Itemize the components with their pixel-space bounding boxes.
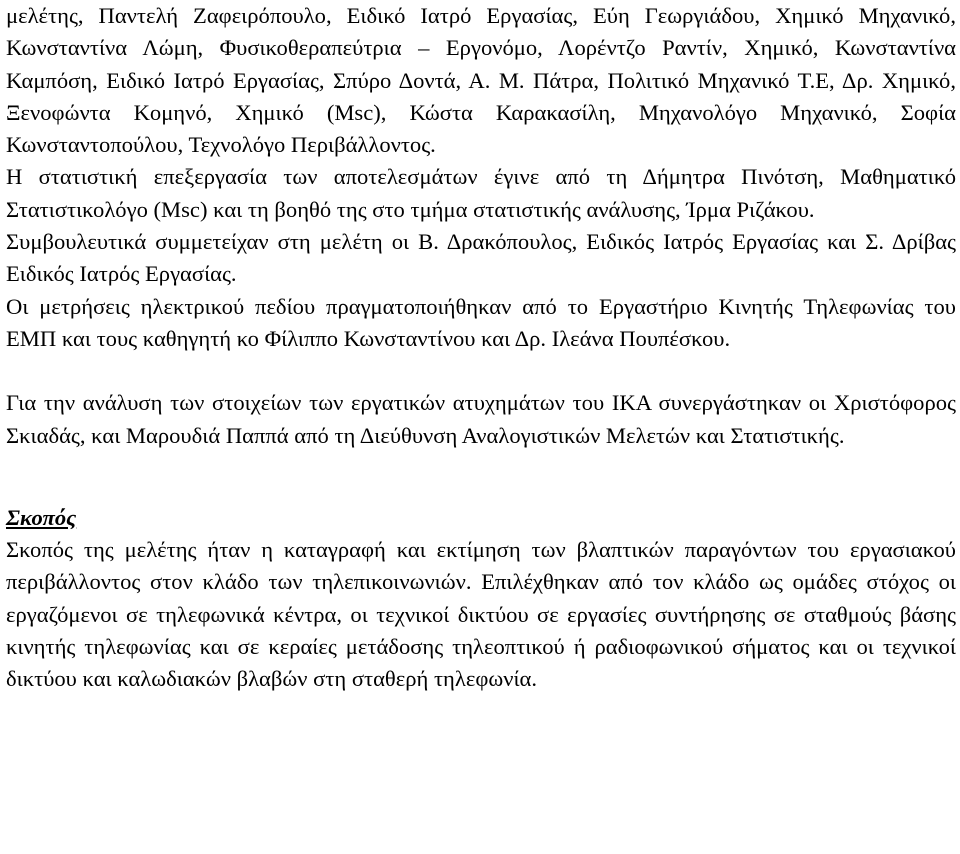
paragraph-ika-analysis: Για την ανάλυση των στοιχείων των εργατικών ατυχημάτων του ΙΚΑ συνεργάστηκαν οι Χριστόφορος Σκιαδάς, και Μαρουδιά Παππά από τη Διεύθυνση Αναλογιστικών Μελετών και Στατιστικής.	[6, 390, 956, 448]
paragraph-spacer	[6, 355, 956, 387]
paragraph-advisors: Συμβουλευτικά συμμετείχαν στη μελέτη οι Β. Δρακόπουλος, Ειδικός Ιατρός Εργασίας και Σ. Δρίβας Ειδικός Ιατρός Εργασίας.	[6, 229, 956, 287]
paragraph-statistical-processing: Η στατιστική επεξεργασία των αποτελεσμάτων έγινε από τη Δήμητρα Πινότση, Μαθηματικό Στατιστικολόγο (Msc) και τη βοηθό της στο τμήμα στατιστικής ανάλυσης, Ίρμα Ριζάκου.	[6, 164, 956, 222]
paragraph-study-team: μελέτης, Παντελή Ζαφειρόπουλο, Ειδικό Ιατρό Εργασίας, Εύη Γεωργιάδου, Χημικό Μηχανικό, Κωνσταντίνα Λώμη, Φυσικοθεραπεύτρια – Εργονόμο, Λορέντζο Ραντίν, Χημικό, Κωνσταντίνα Καμπόση, Ειδικό Ιατρό Εργασίας, Σπύρο Δοντά, Α. Μ. Πάτρα, Πολιτικό Μηχανικό Τ.Ε, Δρ. Χημικό, Ξενοφώντα Κομηνό, Χημικό (Msc), Κώστα Καρακασίλη, Μηχανολόγο Μηχανικό, Σοφία Κωνσταντοπούλου, Τεχνολόγο Περιβάλλοντος.	[6, 3, 956, 158]
document-page	[6, 0, 956, 696]
paragraph-scope: Σκοπός της μελέτης ήταν η καταγραφή και εκτίμηση των βλαπτικών παραγόντων του εργασιακού περιβάλλοντος στον κλάδο των τηλεπικοινωνιών. Επιλέχθηκαν από τον κλάδο ως ομάδες στόχος οι εργαζόμενοι σε τηλεφωνικά κέντρα, οι τεχνικοί δικτύου σε εργασίες συντήρησης σε σταθμούς βάσης κινητής τηλεφωνίας και σε κεραίες μετάδοσης τηλεοπτικού ή ραδιοφωνικού σήματος και οι τεχνικοί δικτύου και καλωδιακών βλαβών στη σταθερή τηλεφωνία.	[6, 537, 956, 692]
section-heading-scope: Σκοπός	[6, 504, 77, 530]
section-spacer	[6, 452, 956, 502]
paragraph-electric-field-measurements: Οι μετρήσεις ηλεκτρικού πεδίου πραγματοποιήθηκαν από το Εργαστήριο Κινητής Τηλεφωνίας του ΕΜΠ και τους καθηγητή κο Φίλιππο Κωνσταντίνου και Δρ. Ιλεάνα Πουπέσκου.	[6, 293, 956, 351]
